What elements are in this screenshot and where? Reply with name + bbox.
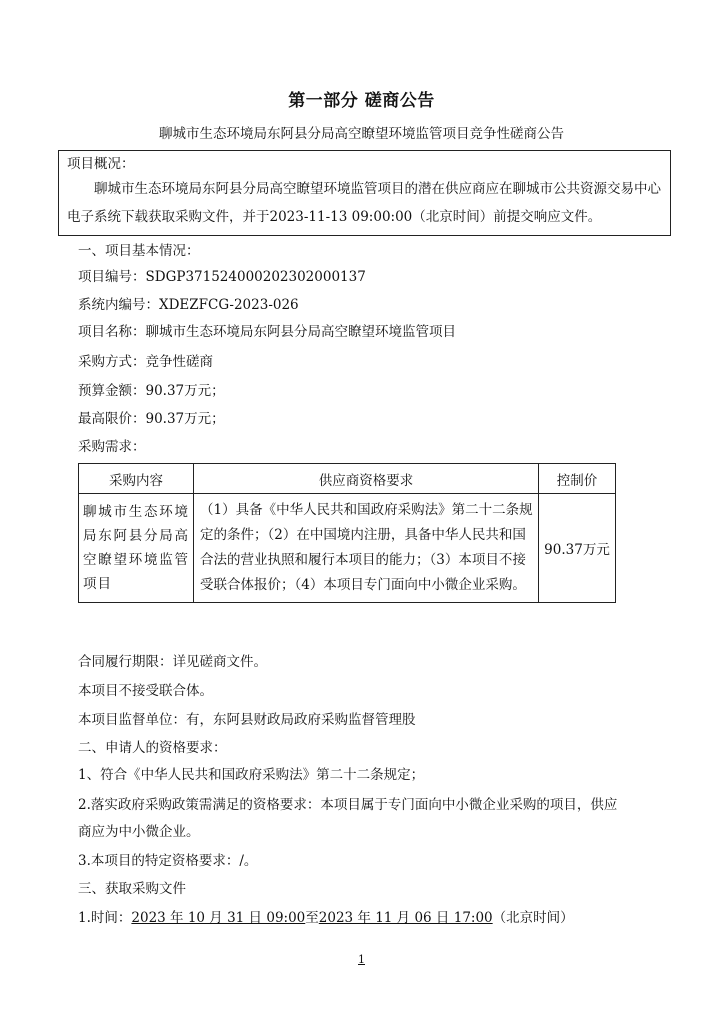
qualification-item-1: 1、符合《中华人民共和国政府采购法》第二十二条规定； (78, 767, 425, 783)
acquisition-time (78, 906, 574, 926)
section1-heading: 一、项目基本情况： (78, 243, 200, 259)
table-header-row (79, 464, 616, 494)
page-number (0, 953, 723, 966)
time-end: 2023 年 11 月 06 日 17:00 (318, 910, 493, 926)
no-consortium: 本项目不接受联合体。 (78, 683, 213, 699)
qualification-item-2: 2.落实政府采购政策需满足的资格要求：本项目属于专门面向中小微企业采购的项目，供应 (78, 797, 618, 813)
project-number: 项目编号：SDGP371524000202302000137 (78, 269, 366, 285)
qualification-item-3: 3.本项目的特定资格要求：/。 (78, 853, 258, 869)
system-number: 系统内编号：XDEZFCG-2023-026 (78, 297, 299, 313)
overview-text: 聊城市生态环境局东阿县分局高空瞭望环境监管项目的潜在供应商应在聊城市公共资源交易中心电子系统下载获取采购文件，并于2023-11-13 09:00:00（北京时间）前提交响应文件。 (67, 181, 661, 225)
time-to: 至 (305, 910, 319, 926)
supervisor: 本项目监督单位：有，东阿县财政局政府采购监督管理股 (78, 712, 416, 728)
announcement-subtitle: 聊城市生态环境局东阿县分局高空瞭望环境监管项目竞争性磋商公告 (159, 126, 564, 142)
qualification-item-2-cont: 商应为中小微企业。 (78, 824, 200, 840)
overview-label: 项目概况： (67, 156, 135, 172)
time-prefix: 1.时间： (78, 910, 132, 926)
procurement-method: 采购方式：竞争性磋商 (78, 354, 213, 370)
budget-amount: 预算金额：90.37万元； (78, 383, 225, 399)
section3-heading: 三、获取采购文件 (78, 881, 186, 897)
contract-period: 合同履行期限：详见磋商文件。 (78, 654, 267, 670)
overview-box (58, 150, 671, 236)
time-start: 2023 年 10 月 31 日 09:00 (131, 910, 306, 926)
header-price: 控制价 (539, 464, 616, 494)
section2-heading: 二、申请人的资格要求： (78, 740, 227, 756)
header-requirements: 供应商资格要求 (194, 464, 539, 494)
demand-label: 采购需求： (78, 439, 146, 455)
page-number-text: 1 (358, 953, 365, 966)
time-suffix: （北京时间） (492, 910, 574, 926)
cell-requirements: （1）具备《中华人民共和国政府采购法》第二十二条规定的条件；（2）在中国境内注册，具备中华人民共和国合法的营业执照和履行本项目的能力；（3）本项目不接受联合体报价；（4）本项目专门面向中小微企业采购。 (194, 494, 539, 603)
cell-content: 聊城市生态环境局东阿县分局高空瞭望环境监管项目 (79, 494, 194, 603)
header-content: 采购内容 (79, 464, 194, 494)
requirements-table (78, 463, 616, 603)
table-row (79, 494, 616, 603)
page-title: 第一部分 磋商公告 (288, 91, 435, 111)
project-name: 项目名称：聊城市生态环境局东阿县分局高空瞭望环境监管项目 (78, 324, 456, 340)
cell-price: 90.37万元 (539, 494, 616, 603)
max-price: 最高限价：90.37万元； (78, 411, 225, 427)
